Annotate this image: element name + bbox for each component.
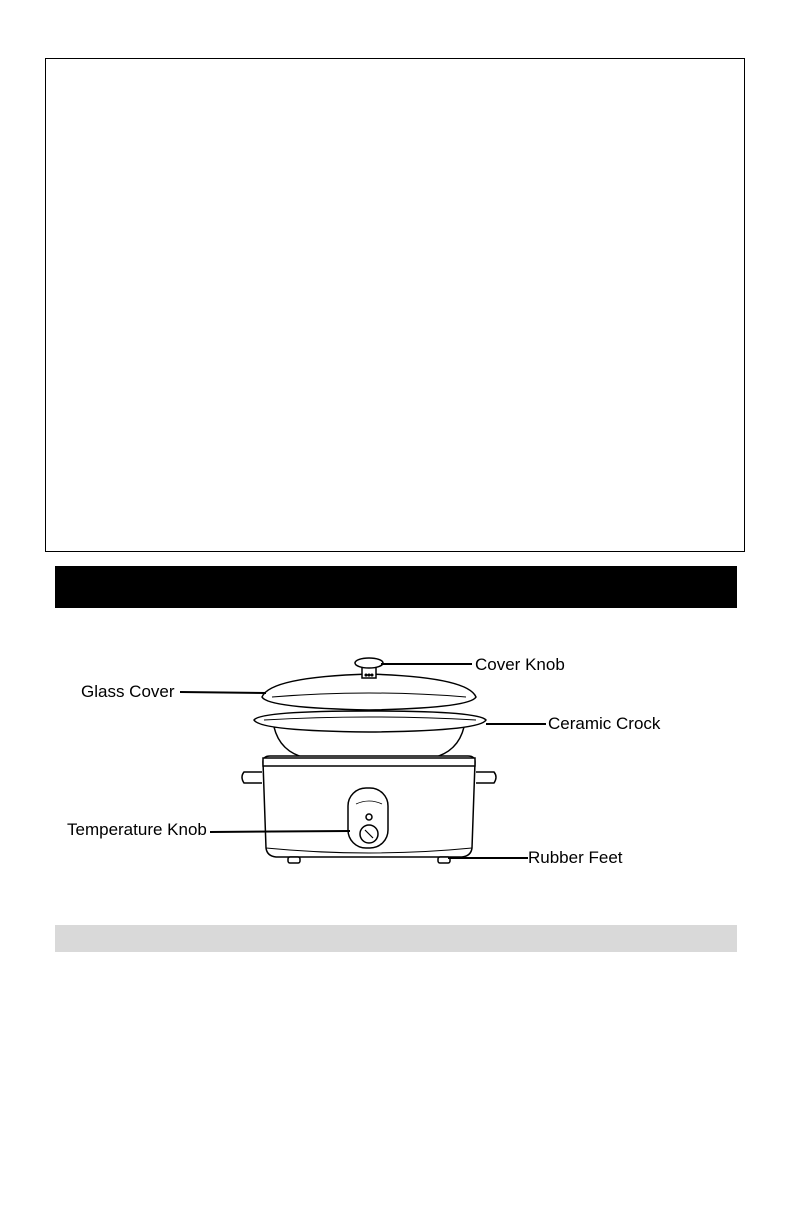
ceramic-crock-shape: [254, 711, 486, 758]
section-header-bar: [55, 566, 737, 608]
rubber-feet-label: Rubber Feet: [528, 848, 623, 867]
slow-cooker-parts-diagram: [0, 640, 793, 880]
glass-cover-label: Glass Cover: [81, 682, 175, 701]
cover-knob-label: Cover Knob: [475, 655, 565, 674]
slow-cooker-illustration: [0, 640, 793, 880]
blank-bordered-box: [45, 58, 745, 552]
glass-cover-shape: [262, 674, 476, 710]
section-subheader-bar: [55, 925, 737, 952]
ceramic-crock-label: Ceramic Crock: [548, 714, 661, 733]
temperature-knob-label: Temperature Knob: [67, 820, 207, 839]
base-housing-shape: [242, 756, 496, 863]
